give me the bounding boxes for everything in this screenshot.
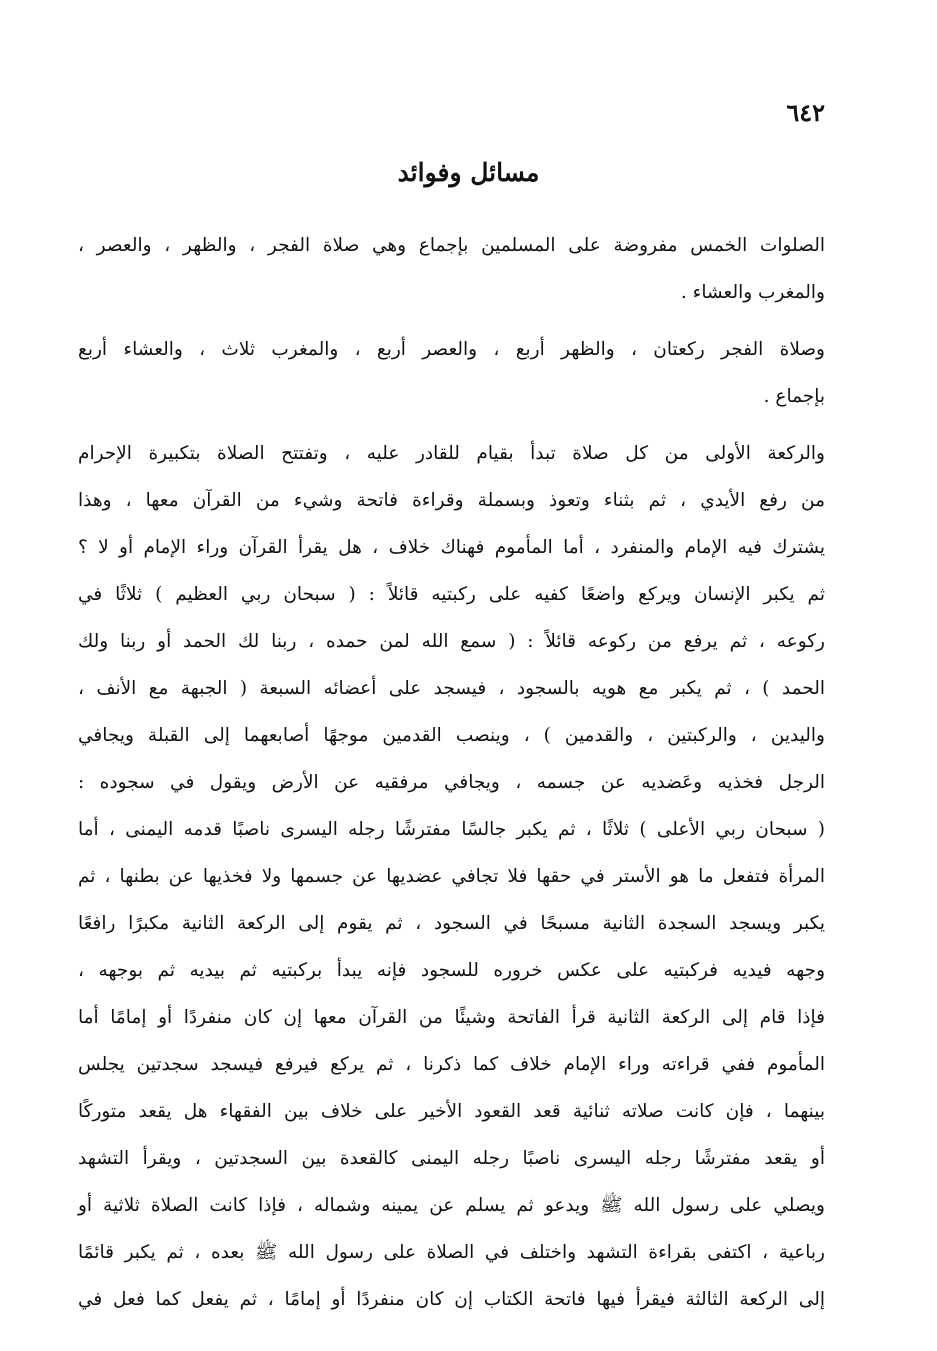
text-line: ثم يكبر الإنسان ويركع واضعًا كفيه على ركبتيه قائلاً : ( سبحان ربي العظيم ) ثلاثًا في (78, 584, 825, 605)
text-line: إلى الركعة الثالثة فيقرأ فيها فاتحة الكتاب إن كان منفردًا أو إمامًا ، ثم يفعل كما فعل في (78, 1289, 825, 1310)
text-line: وجهه فيديه فركبتيه على عكس خروره للسجود فإنه يبدأ بركبتيه ثم بيديه ثم بوجهه ، (78, 960, 825, 981)
section-title: مسائل وفوائد (397, 158, 540, 187)
text-line: الحمد ) ، ثم يكبر مع هويه بالسجود ، فيسجد على أعضائه السبعة ( الجبهة مع الأنف ، (78, 678, 825, 699)
text-line: واليدين ، والركبتين ، والقدمين ) ، وينصب القدمين موجهًا أصابعهما إلى القبلة ويجافي (78, 725, 825, 746)
text-line: والركعة الأولى من كل صلاة تبدأ بقيام للقادر عليه ، وتفتتح الصلاة بتكبيرة الإحرام (78, 443, 825, 464)
text-line: الصلوات الخمس مفروضة على المسلمين بإجماع وهي صلاة الفجر ، والظهر ، والعصر ، (78, 235, 825, 256)
page-number: ٦٤٢ (786, 98, 825, 127)
text-line: وصلاة الفجر ركعتان ، والظهر أربع ، والعصر أربع ، والمغرب ثلاث ، والعشاء أربع (78, 339, 825, 360)
paragraph-1 (78, 222, 825, 316)
text-line: ركوعه ، ثم يرفع من ركوعه قائلاً : ( سمع الله لمن حمده ، ربنا لك الحمد أو ربنا ولك (78, 631, 825, 652)
text-line: رباعية ، اكتفى بقراءة التشهد واختلف في الصلاة على رسول الله ﷺ بعده ، ثم يكبر قائمًا (78, 1242, 825, 1263)
text-line: بإجماع . (763, 386, 825, 407)
page-body (78, 222, 825, 1323)
text-line: والمغرب والعشاء . (680, 282, 825, 303)
text-line: يشترك فيه الإمام والمنفرد ، أما المأموم فهناك خلاف ، هل يقرأ القرآن وراء الإمام أو لا ؟ (78, 537, 825, 558)
text-line: فإذا قام إلى الركعة الثانية قرأ الفاتحة وشيئًا من القرآن معها إن كان منفردًا أو إمامًا أما (78, 1007, 825, 1028)
text-line: يكبر ويسجد السجدة الثانية مسبحًا في السجود ، ثم يقوم إلى الركعة الثانية مكبرًا رافعًا (78, 913, 825, 934)
paragraph-3 (78, 430, 825, 1323)
text-line: من رفع الأيدي ، ثم بثناء وتعوذ وبسملة وقراءة فاتحة وشيء من القرآن معها ، وهذا (78, 490, 825, 511)
text-line: أو يقعد مفترشًا رجله اليسرى ناصبًا رجله اليمنى كالقعدة بين السجدتين ، ويقرأ التشهد (78, 1148, 825, 1169)
text-line: ويصلي على رسول الله ﷺ ويدعو ثم يسلم عن يمينه وشماله ، فإذا كانت الصلاة ثلاثية أو (78, 1195, 825, 1216)
text-line: ( سبحان ربي الأعلى ) ثلاثًا ، ثم يكبر جالسًا مفترشًا رجله اليسرى ناصبًا قدمه اليمنى ، أما (78, 819, 825, 840)
text-line: الرجل فخذيه وعَضديه عن جسمه ، ويجافي مرفقيه عن الأرض ويقول في سجوده : (78, 772, 825, 793)
text-line: المرأة فتفعل ما هو الأستر في حقها فلا تجافي عضديها عن جسمها ولا فخذيها عن بطنها ، ثم (78, 866, 825, 887)
text-line: بينهما ، فإن كانت صلاته ثنائية قعد القعود الأخير على خلاف بين الفقهاء هل يقعد متوركًا (78, 1101, 825, 1122)
paragraph-2 (78, 326, 825, 420)
text-line: المأموم ففي قراءته وراء الإمام خلاف كما ذكرنا ، ثم يركع فيرفع فيسجد سجدتين يجلس (78, 1054, 825, 1075)
